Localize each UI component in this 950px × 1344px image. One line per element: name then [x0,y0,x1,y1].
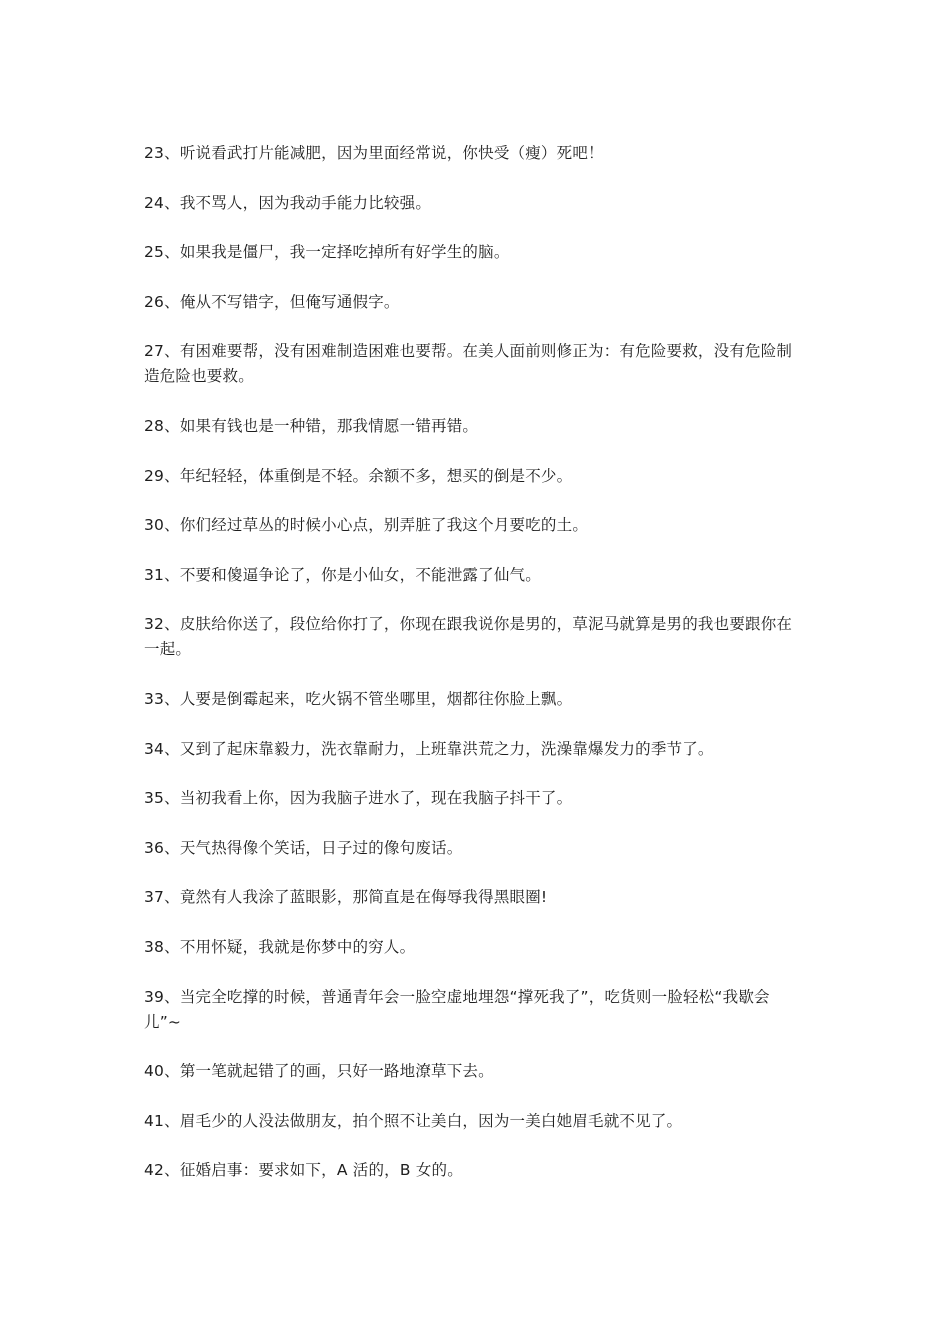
list-item-40: 40、第一笔就起错了的画，只好一路地潦草下去。 [144,1062,494,1081]
list-item-42: 42、征婚启事：要求如下，A 活的，B 女的。 [144,1161,463,1180]
list-item-26: 26、俺从不写错字，但俺写通假字。 [144,292,400,311]
list-item-23: 23、听说看武打片能减肥，因为里面经常说，你快受（瘦）死吧！ [144,144,604,162]
joke-list [144,141,806,1208]
list-item-35: 35、当初我看上你，因为我脑子进水了，现在我脑子抖干了。 [144,789,573,808]
list-item-39: 39、当完全吃撑的时候，普通青年会一脸空虚地埋怨“撑死我了”，吃货则一脸轻松“我歇会儿”~ [144,987,770,1031]
list-item-31: 31、不要和傻逼争论了，你是小仙女，不能泄露了仙气。 [144,565,541,584]
list-item-24: 24、我不骂人，因为我动手能力比较强。 [144,193,432,212]
list-item-38: 38、不用怀疑，我就是你梦中的穷人。 [144,937,416,956]
list-item-27: 27、有困难要帮，没有困难制造困难也要帮。在美人面前则修正为：有危险要救，没有危险制造危险也要救。 [144,342,793,386]
list-item-34: 34、又到了起床靠毅力，洗衣靠耐力，上班靠洪荒之力，洗澡靠爆发力的季节了。 [144,739,714,758]
list-item-25: 25、如果我是僵尸，我一定择吃掉所有好学生的脑。 [144,243,510,262]
list-item-29: 29、年纪轻轻，体重倒是不轻。余额不多，想买的倒是不少。 [144,466,573,485]
list-item-32: 32、皮肤给你送了，段位给你打了，你现在跟我说你是男的，草泥马就算是男的我也要跟你在一起。 [144,615,793,659]
list-item-28: 28、如果有钱也是一种错，那我情愿一错再错。 [144,416,479,435]
list-item-41: 41、眉毛少的人没法做朋友，拍个照不让美白，因为一美白她眉毛就不见了。 [144,1111,683,1130]
list-item-33: 33、人要是倒霉起来，吃火锅不管坐哪里，烟都往你脸上飘。 [144,689,573,708]
list-item-36: 36、天气热得像个笑话，日子过的像句废话。 [144,838,463,857]
list-item-37: 37、竟然有人我涂了蓝眼影，那简直是在侮辱我得黑眼圈! [144,888,548,907]
list-item-30: 30、你们经过草丛的时候小心点，别弄脏了我这个月要吃的土。 [144,516,589,535]
